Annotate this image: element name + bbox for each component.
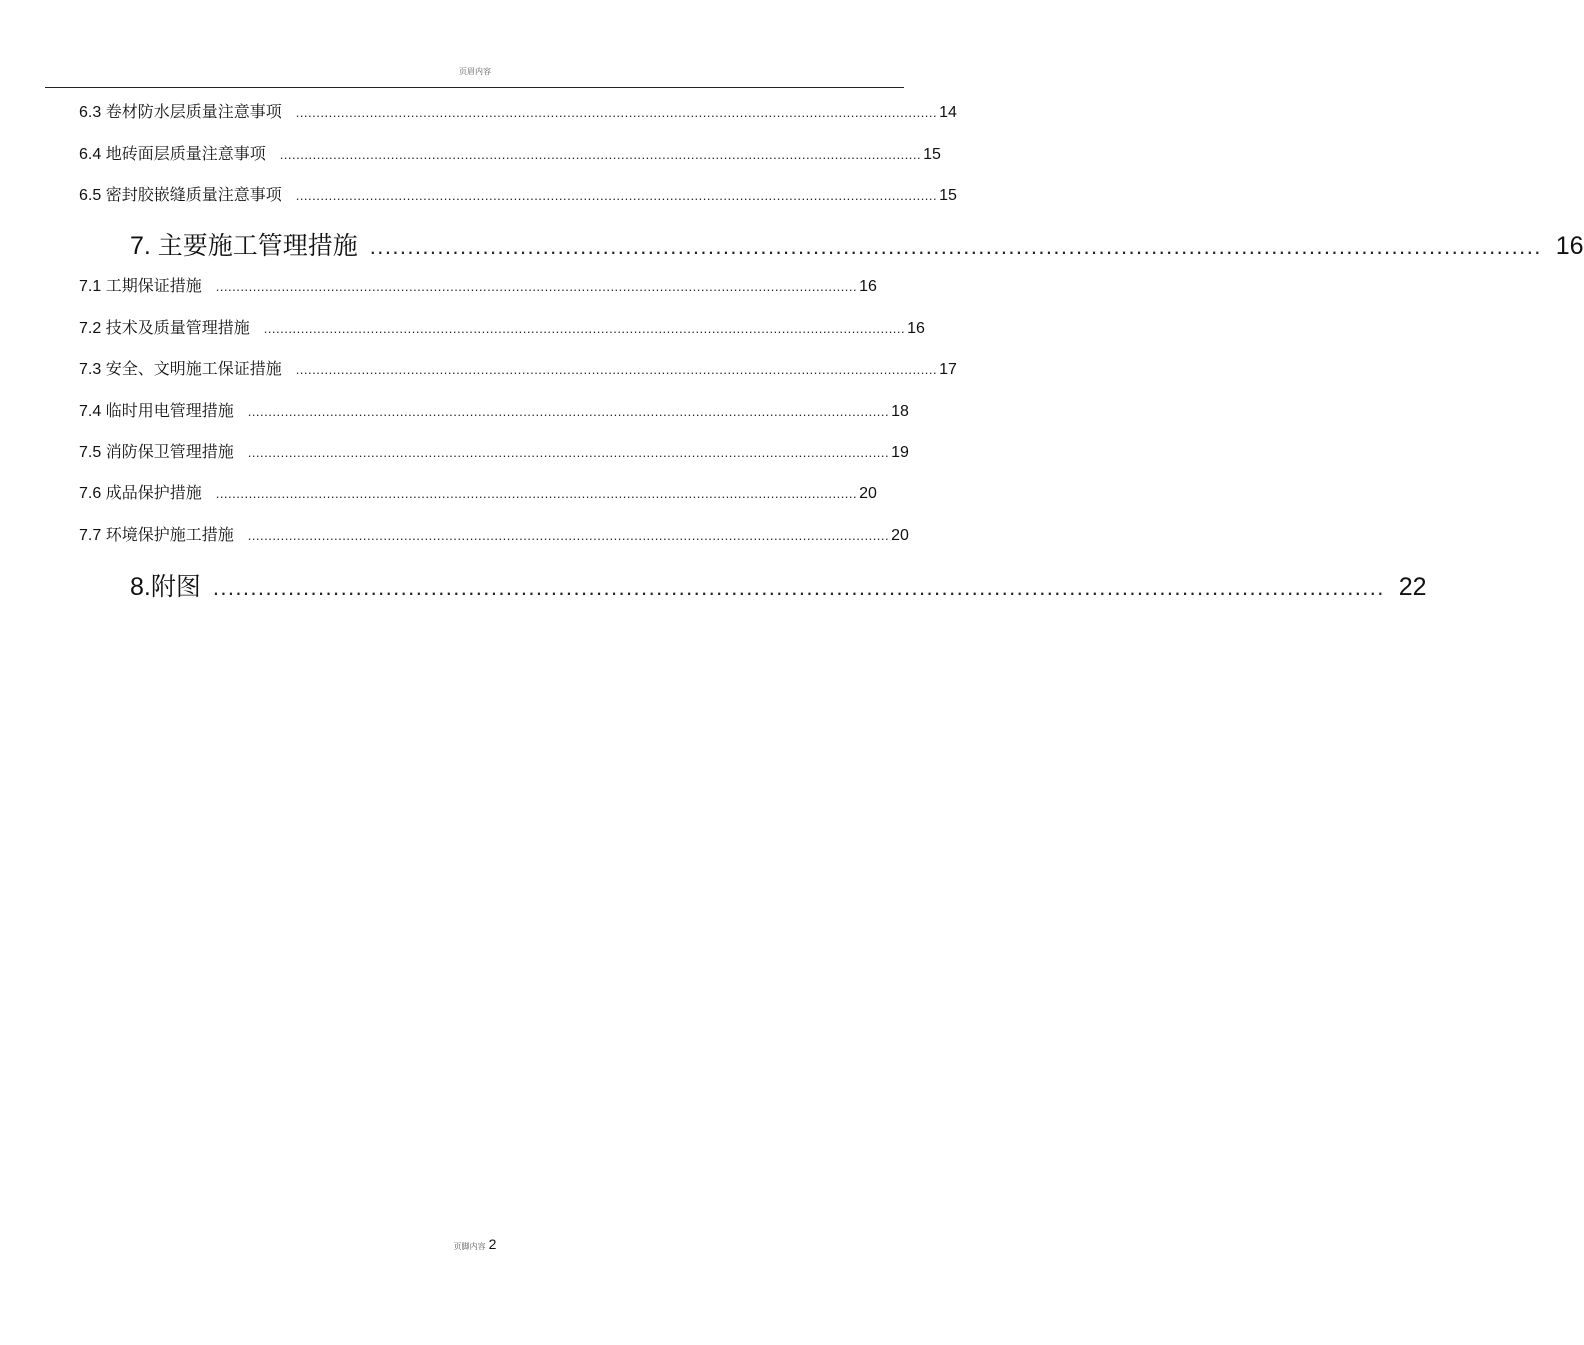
toc-dot-leader: ............................................................................................................................................................ (295, 362, 938, 377)
toc-entry-label: 8.附图 (130, 573, 201, 601)
toc-entry-7-3[interactable] (79, 356, 957, 379)
toc-entry-label: 7.7 环境保护施工措施 (79, 527, 234, 544)
toc-dot-leader: ............................................................................................................................................................ (279, 147, 922, 162)
toc-dot-leader: ............................................................................................................................................................ (215, 279, 858, 294)
toc-entry-7-2[interactable] (79, 315, 925, 338)
toc-entry-8[interactable] (130, 567, 1427, 603)
footer-label: 页脚内容 (453, 1242, 486, 1251)
header-divider (45, 87, 904, 88)
toc-entry-6-3[interactable] (79, 99, 957, 122)
toc-entry-page: 20 (859, 485, 877, 502)
toc-entry-7-1[interactable] (79, 273, 877, 296)
toc-dot-leader: ............................................................................................................................................................ (247, 445, 890, 460)
toc-entry-label: 7.4 临时用电管理措施 (79, 403, 234, 420)
toc-dot-leader: ............................................................................................................................................................ (247, 404, 890, 419)
toc-dot-leader: ............................................................................................................................................................ (215, 486, 858, 501)
toc-entry-7-4[interactable] (79, 398, 909, 421)
toc-entry-page: 17 (939, 361, 957, 378)
toc-dot-leader: ............................................................................................................................................................ (295, 188, 938, 203)
toc-entry-7-6[interactable] (79, 480, 877, 503)
toc-dot-leader: ............................................................................................................................................................ (295, 105, 938, 120)
toc-dot-leader: ............................................................................................................................................................ (247, 528, 890, 543)
toc-entry-page: 15 (939, 187, 957, 204)
toc-entry-page: 16 (859, 278, 877, 295)
toc-dot-leader: ............................................................................................................................................................ (263, 321, 906, 336)
toc-entry-label: 7.5 消防保卫管理措施 (79, 444, 234, 461)
toc-entry-page: 14 (939, 104, 957, 121)
toc-entry-label: 7.3 安全、文明施工保证措施 (79, 361, 282, 378)
toc-entry-label: 6.5 密封胶嵌缝质量注意事项 (79, 187, 282, 204)
toc-dot-leader: ............................................................................................................................................................ (212, 575, 1385, 600)
page-number: 2 (488, 1236, 497, 1252)
toc-entry-label: 6.3 卷材防水层质量注意事项 (79, 104, 282, 121)
toc-entry-page: 20 (891, 527, 909, 544)
toc-entry-page: 19 (891, 444, 909, 461)
page-footer (0, 1236, 950, 1254)
toc-entry-7[interactable] (130, 226, 1584, 262)
toc-entry-6-4[interactable] (79, 141, 941, 164)
toc-entry-label: 7.6 成品保护措施 (79, 485, 202, 502)
toc-entry-label: 7. 主要施工管理措施 (130, 232, 358, 260)
toc-dot-leader: ............................................................................................................................................................ (369, 234, 1542, 259)
toc-entry-label: 7.1 工期保证措施 (79, 278, 202, 295)
toc-entry-page: 22 (1398, 573, 1427, 601)
toc-entry-label: 6.4 地砖面层质量注意事项 (79, 146, 266, 163)
toc-entry-page: 16 (907, 320, 925, 337)
toc-entry-page: 16 (1555, 232, 1584, 260)
toc-entry-page: 18 (891, 403, 909, 420)
page-header-text: 页眉内容 (459, 67, 491, 76)
toc-entry-6-5[interactable] (79, 182, 957, 205)
toc-entry-page: 15 (923, 146, 941, 163)
toc-entry-7-5[interactable] (79, 439, 909, 462)
toc-entry-7-7[interactable] (79, 522, 909, 545)
toc-entry-label: 7.2 技术及质量管理措施 (79, 320, 250, 337)
